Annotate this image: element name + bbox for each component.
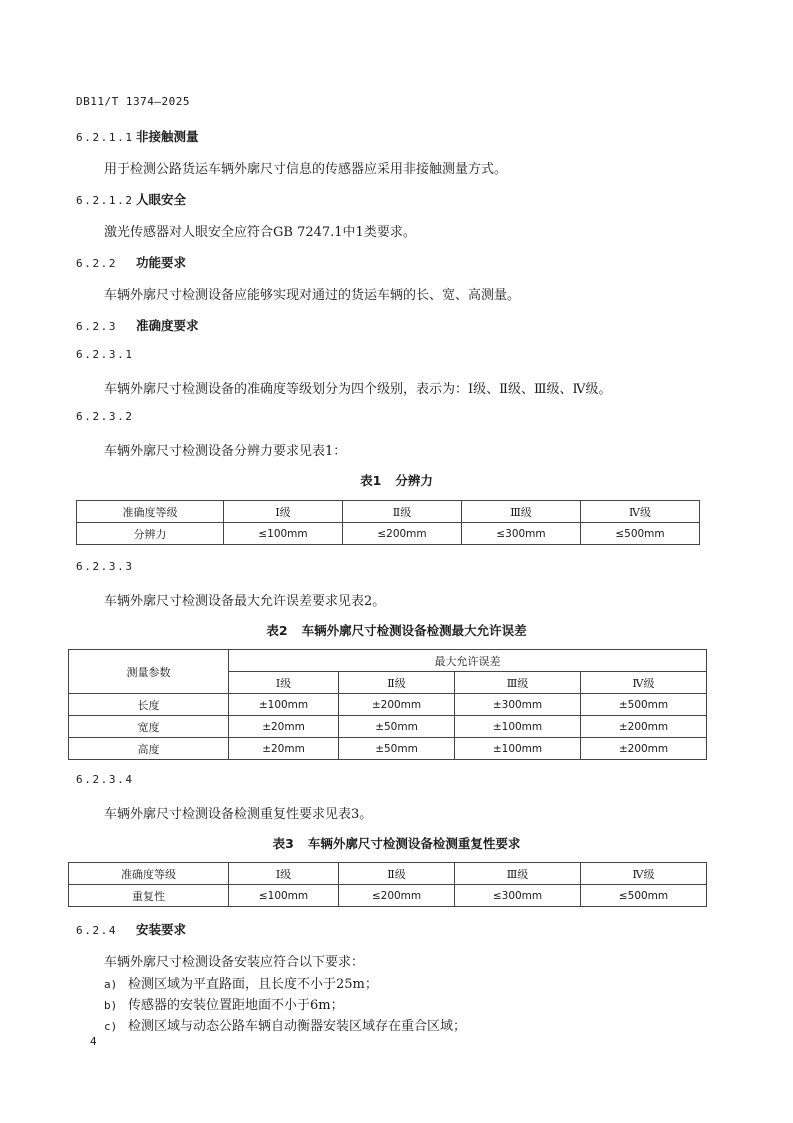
section-6-2-3-heading	[76, 316, 199, 334]
list-marker: b)	[104, 999, 118, 1012]
list-marker: c)	[104, 1020, 118, 1033]
table-cell: ±200mm	[581, 716, 707, 738]
table-cell: Ⅲ级	[462, 501, 581, 523]
table-cell: 高度	[69, 738, 229, 760]
section-title: 功能要求	[136, 255, 187, 270]
section-title: 准确度要求	[136, 318, 199, 333]
list-marker: a)	[104, 978, 118, 991]
document-code: DB11/T 1374—2025	[76, 95, 190, 108]
list-item	[104, 973, 378, 992]
table-cell: Ⅱ级	[339, 672, 455, 694]
table-cell: ≤300mm	[462, 523, 581, 545]
section-6-2-2-heading	[76, 253, 186, 271]
section-title: 人眼安全	[136, 192, 187, 207]
table-cell: ≤200mm	[343, 523, 462, 545]
table-cell: Ⅰ级	[229, 863, 339, 885]
section-6-2-3-2-number: 6.2.3.2	[76, 410, 134, 423]
list-item-text: 传感器的安装位置距地面不小于6m；	[128, 998, 344, 1013]
list-item	[104, 994, 344, 1013]
table-row	[77, 523, 700, 545]
section-6-2-4-heading	[76, 920, 186, 938]
table-title: 车辆外廓尺寸检测设备检测重复性要求	[307, 836, 521, 851]
section-number: 6.2.1.1	[76, 131, 134, 144]
table-cell: Ⅰ级	[229, 672, 339, 694]
table-cell: Ⅲ级	[455, 672, 581, 694]
section-number: 6.2.3	[76, 320, 118, 333]
section-number: 6.2.2	[76, 257, 118, 270]
table-1-caption	[0, 471, 793, 489]
section-6-2-3-3-number: 6.2.3.3	[76, 560, 134, 573]
section-6-2-1-2-heading	[76, 190, 186, 208]
section-title: 安装要求	[136, 922, 187, 937]
table-title: 车辆外廓尺寸检测设备检测最大允许误差	[301, 623, 527, 638]
table-cell: Ⅳ级	[581, 863, 707, 885]
table-cell: Ⅳ级	[581, 672, 707, 694]
table-row	[69, 694, 707, 716]
table-cell: 分辨力	[77, 523, 224, 545]
table-cell: Ⅲ级	[455, 863, 581, 885]
table-cell: 准确度等级	[69, 863, 229, 885]
section-6-2-3-3-text: 车辆外廓尺寸检测设备最大允许误差要求见表2。	[104, 594, 386, 609]
table-cell: ≤500mm	[581, 885, 707, 907]
table-cell: ±100mm	[455, 738, 581, 760]
table-cell: Ⅱ级	[343, 501, 462, 523]
table-3-caption	[0, 834, 793, 852]
table-title: 分辨力	[395, 473, 433, 488]
section-6-2-2-text: 车辆外廓尺寸检测设备应能够实现对通过的货运车辆的长、宽、高测量。	[104, 288, 521, 303]
table-cell: ±200mm	[581, 738, 707, 760]
table-cell: Ⅱ级	[339, 863, 455, 885]
table-header-row	[69, 650, 707, 672]
table-header-row	[69, 863, 707, 885]
table-header-row	[77, 501, 700, 523]
table-cell: 测量参数	[69, 650, 229, 694]
section-6-2-4-text: 车辆外廓尺寸检测设备安装应符合以下要求：	[104, 955, 365, 970]
list-item-text: 检测区域为平直路面，且长度不小于25m；	[128, 977, 378, 992]
table-cell: ≤200mm	[339, 885, 455, 907]
table-number: 表3	[272, 836, 294, 851]
table-cell: ±50mm	[339, 738, 455, 760]
table-cell: 长度	[69, 694, 229, 716]
table-cell: ±100mm	[455, 716, 581, 738]
table-cell: ±20mm	[229, 738, 339, 760]
section-6-2-3-1-text: 车辆外廓尺寸检测设备的准确度等级划分为四个级别，表示为：Ⅰ级、Ⅱ级、Ⅲ级、Ⅳ级。	[104, 382, 612, 397]
table-cell: ±200mm	[339, 694, 455, 716]
table-cell: 准确度等级	[77, 501, 224, 523]
table-number: 表1	[360, 473, 382, 488]
table-row	[69, 716, 707, 738]
table-cell: 宽度	[69, 716, 229, 738]
table-cell: ±20mm	[229, 716, 339, 738]
section-6-2-1-1-heading	[76, 127, 199, 145]
table-cell: 最大允许误差	[229, 650, 707, 672]
table-1-resolution	[76, 500, 700, 545]
list-item	[104, 1015, 466, 1034]
section-number: 6.2.1.2	[76, 194, 134, 207]
section-number: 6.2.4	[76, 924, 118, 937]
section-title: 非接触测量	[136, 129, 199, 144]
table-3-repeatability	[68, 862, 707, 907]
section-6-2-3-4-text: 车辆外廓尺寸检测设备检测重复性要求见表3。	[104, 807, 373, 822]
table-2-caption	[0, 621, 793, 639]
table-cell: ±300mm	[455, 694, 581, 716]
table-row	[69, 885, 707, 907]
table-cell: ≤100mm	[224, 523, 343, 545]
section-6-2-3-2-text: 车辆外廓尺寸检测设备分辨力要求见表1：	[104, 444, 347, 459]
table-cell: ≤300mm	[455, 885, 581, 907]
page-number: 4	[90, 1035, 97, 1048]
section-6-2-3-1-number: 6.2.3.1	[76, 348, 134, 361]
table-cell: ±500mm	[581, 694, 707, 716]
table-cell: Ⅳ级	[581, 501, 700, 523]
table-cell: Ⅰ级	[224, 501, 343, 523]
table-cell: ≤100mm	[229, 885, 339, 907]
table-2-max-error	[68, 649, 707, 760]
section-6-2-1-2-text: 激光传感器对人眼安全应符合GB 7247.1中1类要求。	[104, 225, 416, 240]
table-row	[69, 738, 707, 760]
list-item-text: 检测区域与动态公路车辆自动衡器安装区域存在重合区域；	[128, 1019, 467, 1034]
table-cell: 重复性	[69, 885, 229, 907]
table-cell: ±50mm	[339, 716, 455, 738]
section-6-2-3-4-number: 6.2.3.4	[76, 773, 134, 786]
table-cell: ≤500mm	[581, 523, 700, 545]
table-number: 表2	[266, 623, 288, 638]
table-cell: ±100mm	[229, 694, 339, 716]
section-6-2-1-1-text: 用于检测公路货运车辆外廓尺寸信息的传感器应采用非接触测量方式。	[104, 162, 508, 177]
